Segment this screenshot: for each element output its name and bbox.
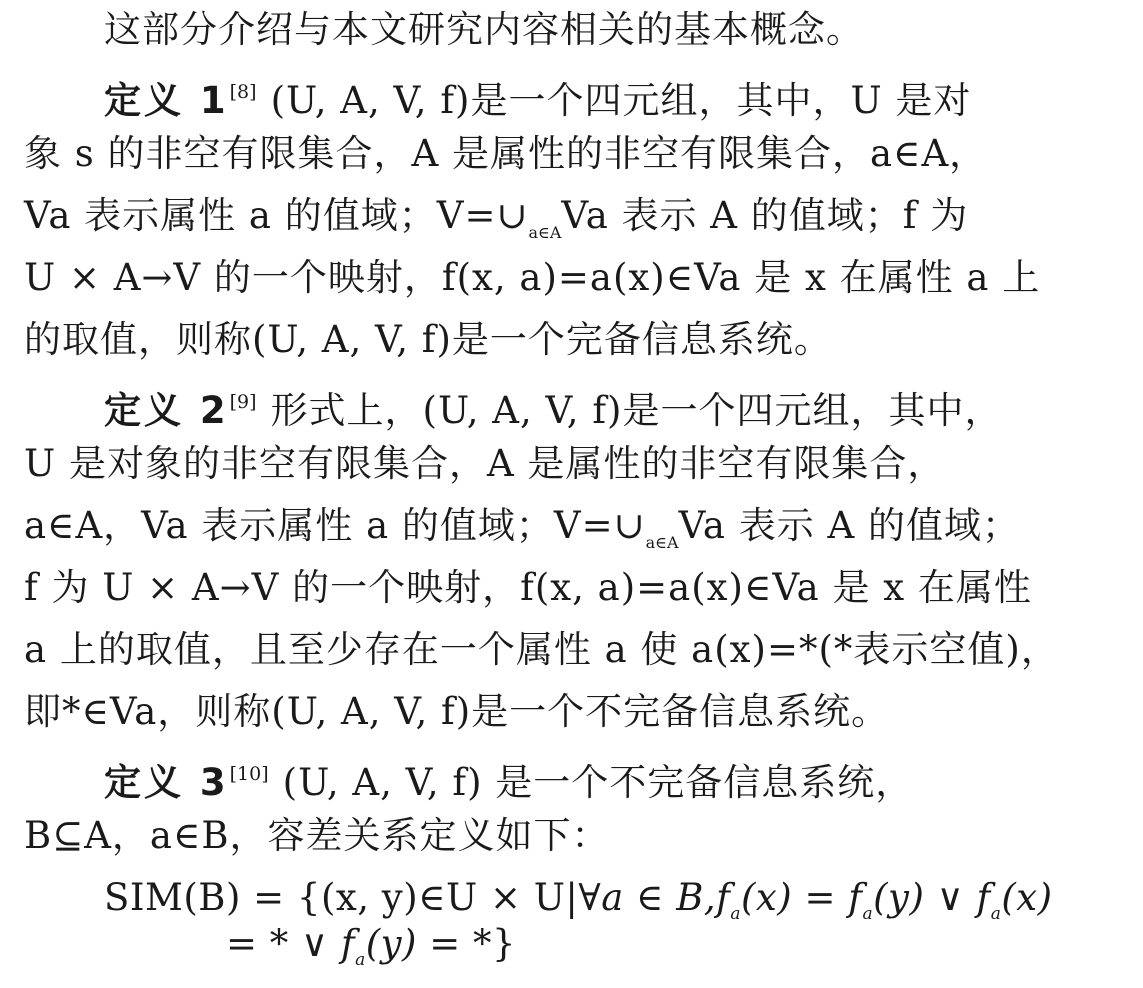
- formula-arg: (x): [1001, 876, 1053, 919]
- definition-1-line-4: [24, 256, 1041, 300]
- formula-head: SIM(B) = {(x, y)∈U × U|∀: [104, 876, 602, 919]
- definition-2-heading: 定义 2: [104, 389, 229, 432]
- formula-equals: =: [792, 876, 849, 919]
- formula-subscript: a: [355, 950, 366, 970]
- definition-2-text: a∈A，Va 表示属性 a 的值域；V=∪: [24, 504, 646, 547]
- definition-1-heading: 定义 1: [104, 79, 229, 122]
- definition-1-line-5: [24, 318, 941, 362]
- definition-2-line-3: [24, 504, 1020, 565]
- definition-2-line-2: [24, 442, 946, 486]
- formula-tail: = *}: [417, 922, 517, 965]
- definition-2-text: 即*∈Va，则称(U, A, V, f)是一个不完备信息系统。: [24, 690, 890, 733]
- definition-2-text: f 为 U × A→V 的一个映射，f(x, a)=a(x)∈Va 是 x 在属性: [24, 566, 1032, 609]
- definition-2-line-4: [24, 566, 1032, 610]
- formula-f: f: [976, 876, 991, 919]
- definition-3-line-2: [24, 814, 941, 858]
- definition-3-heading: 定义 3: [104, 761, 229, 804]
- formula-subscript: a: [730, 904, 741, 924]
- definition-2-citation: [9]: [229, 391, 257, 413]
- definition-1-text: Va 表示属性 a 的值域；V=∪: [24, 194, 529, 237]
- formula-arg: (y): [873, 876, 925, 919]
- definition-2-text: Va 表示 A 的值域；: [678, 504, 1020, 547]
- intro-text: 这部分介绍与本文研究内容相关的基本概念。: [104, 8, 864, 51]
- formula-arg: (x): [740, 876, 793, 919]
- formula-arg: (y): [365, 922, 417, 965]
- definition-1-line-1: [104, 70, 1021, 123]
- formula-f: f: [716, 876, 731, 919]
- definition-1-text: 的取值，则称(U, A, V, f)是一个完备信息系统。: [24, 318, 832, 361]
- definition-1-text: (U, A, V, f)是一个四元组，其中，U 是对: [270, 79, 972, 122]
- definition-2-line-6: [24, 690, 941, 734]
- definition-2-line-5: [24, 628, 1059, 672]
- definition-1-citation: [8]: [229, 81, 257, 103]
- formula-continuation: = * ∨: [226, 922, 341, 965]
- formula-subscript: a: [862, 904, 874, 924]
- definition-2-line-1: [104, 380, 1021, 433]
- definition-3-line-1: [104, 752, 1021, 805]
- definition-2-text: a 上的取值，且至少存在一个属性 a 使 a(x)=*(*表示空值)，: [24, 628, 1059, 671]
- formula-or: ∨: [924, 876, 977, 919]
- definition-1-text: U × A→V 的一个映射，f(x, a)=a(x)∈Va 是 x 在属性 a 上: [24, 256, 1041, 299]
- definition-3-text: (U, A, V, f) 是一个不完备信息系统，: [282, 761, 914, 804]
- intro-paragraph: [104, 8, 1021, 52]
- tolerance-relation-formula-line-2: [226, 922, 1143, 982]
- definition-2-text: U 是对象的非空有限集合，A 是属性的非空有限集合，: [24, 442, 946, 485]
- union-subscript: a∈A: [528, 223, 562, 242]
- formula-f: f: [340, 922, 356, 965]
- definition-1-text: Va 表示 A 的值域；f 为: [561, 194, 969, 237]
- definition-3-text: B⊆A，a∈B，容差关系定义如下：: [24, 814, 610, 857]
- formula-f: f: [848, 876, 863, 919]
- definition-3-citation: [10]: [229, 763, 269, 785]
- definition-1-text: 象 s 的非空有限集合，A 是属性的非空有限集合，a∈A，: [24, 132, 988, 175]
- union-subscript: a∈A: [645, 533, 679, 552]
- definition-1-line-3: [24, 194, 969, 255]
- definition-2-text: 形式上，(U, A, V, f)是一个四元组，其中，: [270, 389, 1003, 432]
- definition-1-line-2: [24, 132, 988, 176]
- formula-subscript: a: [990, 904, 1002, 924]
- formula-quantifier: a ∈ B,: [601, 876, 717, 919]
